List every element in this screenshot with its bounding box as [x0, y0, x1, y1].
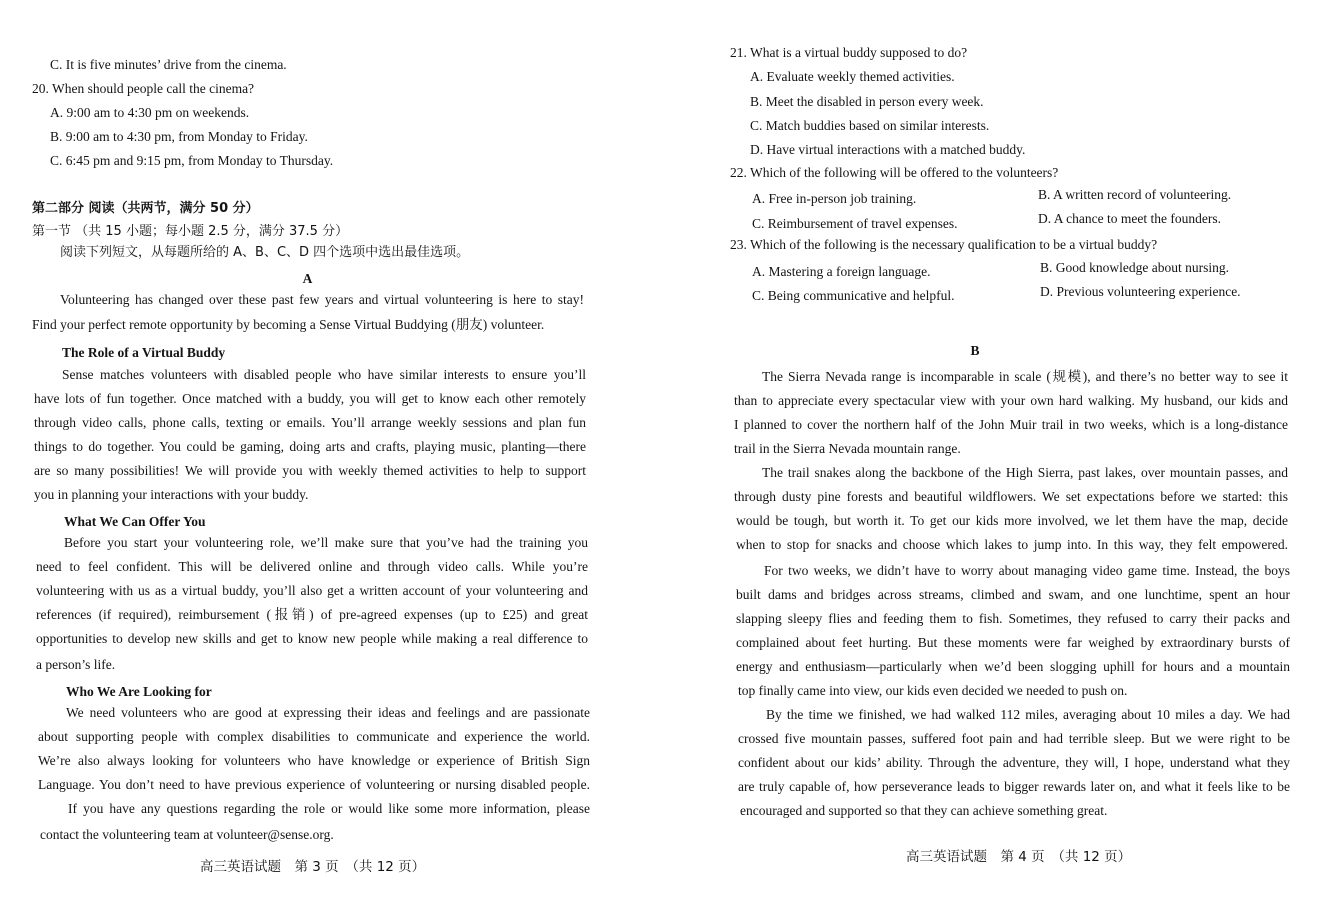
para1-line-3: I planned to cover the northern half of the John Muir trail in two weeks, which is a long-distance	[734, 417, 1288, 432]
q23-option-a: A. Mastering a foreign language.	[752, 264, 931, 279]
role-line-4: things to do together. You could be gaming, doing arts and crafts, playing music, planting—there	[34, 439, 586, 454]
q22-option-d: D. A chance to meet the founders.	[1038, 211, 1221, 226]
offer-line-6: a person’s life.	[36, 657, 116, 672]
para1-line-4: trail in the Sierra Nevada mountain range.	[734, 441, 961, 456]
para2-line-2: through dusty pine forests and beautiful wildflowers. We set expectations before we started: this	[734, 489, 1288, 504]
role-line-5: are so many possibilities! We will provide you with weekly themed activities to help to support	[34, 463, 586, 478]
para3-line-2: built dams and bridges across streams, climbed and swam, and one lunchtime, spent an hour	[736, 587, 1290, 602]
q20-question: 20. When should people call the cinema?	[32, 81, 255, 96]
q23-option-b: B. Good knowledge about nursing.	[1040, 260, 1229, 275]
q20-option-c: C. 6:45 pm and 9:15 pm, from Monday to Thursday.	[50, 153, 334, 168]
para2-line-1: The trail snakes along the backbone of the High Sierra, past lakes, over mountain passes, and	[762, 465, 1288, 480]
q21-question: 21. What is a virtual buddy supposed to do?	[730, 45, 968, 60]
q22-option-c: C. Reimbursement of travel expenses.	[752, 216, 958, 231]
offer-heading: What We Can Offer You	[64, 514, 206, 529]
role-line-6: you in planning your interactions with your buddy.	[34, 487, 309, 502]
q20-option-a: A. 9:00 am to 4:30 pm on weekends.	[50, 105, 250, 120]
offer-line-1: Before you start your volunteering role, we’ll make sure that you’ve had the training you	[64, 535, 588, 550]
para2-line-4: when to stop for snacks and choose which lakes to jump into. In this way, they felt empowered.	[736, 537, 1288, 552]
para4-line-2: crossed five mountain passes, suffered foot pain and had terrible sleep. But we were right to be	[738, 731, 1290, 746]
role-line-2: have lots of fun together. Once matched with a buddy, you will get to know each other remotely	[34, 391, 586, 406]
offer-line-5: opportunities to develop new skills and get to know new people while making a real difference to	[36, 631, 588, 646]
q20-option-b: B. 9:00 am to 4:30 pm, from Monday to Friday.	[50, 129, 308, 144]
q22-option-b: B. A written record of volunteering.	[1038, 187, 1232, 202]
q23-option-c: C. Being communicative and helpful.	[752, 288, 955, 303]
role-line-1: Sense matches volunteers with disabled people who have similar interests to ensure you’ll	[62, 367, 586, 382]
q21-option-c: C. Match buddies based on similar interests.	[750, 118, 990, 133]
q23-option-d: D. Previous volunteering experience.	[1040, 284, 1241, 299]
role-line-3: through video calls, phone calls, texting or emails. You’ll arrange weekly sessions and plan fun	[34, 415, 586, 430]
role-heading: The Role of a Virtual Buddy	[62, 345, 226, 360]
offer-line-4: references (if required), reimbursement (报销) of pre-agreed expenses (up to £25) and great	[36, 607, 588, 622]
q21-option-b: B. Meet the disabled in person every week.	[750, 94, 984, 109]
passage-label-b: B	[970, 343, 980, 358]
looking-line-5: If you have any questions regarding the role or would like some more information, please	[68, 801, 590, 816]
para3-line-5: energy and enthusiasm—particularly when we’d been slogging uphill for hours and a mountain	[736, 659, 1290, 674]
right-page	[660, 0, 1320, 900]
page-footer-right: 高三英语试题 第 4 页 （共 12 页）	[906, 849, 1132, 865]
para2-line-3: would be tough, but worth it. To get our kids more involved, we let them have the map, decide	[736, 513, 1288, 528]
looking-line-2: about supporting people with complex disabilities to communicate and experience the world.	[38, 729, 590, 744]
para4-line-5: encouraged and supported so that they can achieve something great.	[740, 803, 1108, 818]
part2-heading: 第二部分 阅读（共两节，满分 50 分）	[32, 201, 259, 216]
looking-line-3: We’re also always looking for volunteers who have knowledge or experience of British Sign	[38, 753, 590, 768]
para3-line-3: slapping sleepy flies and feeding them to fish. Sometimes, they refused to carry their packs and	[736, 611, 1290, 626]
q19-option-c: C. It is five minutes’ drive from the cinema.	[50, 57, 287, 72]
offer-line-2: need to feel confident. This will be delivered online and through video calls. While you’re	[36, 559, 588, 574]
section1-heading: 第一节 （共 15 小题；每小题 2.5 分，满分 37.5 分）	[32, 224, 349, 239]
q23-question: 23. Which of the following is the necessary qualification to be a virtual buddy?	[730, 237, 1158, 252]
page-footer-left: 高三英语试题 第 3 页 （共 12 页）	[200, 859, 426, 875]
q21-option-d: D. Have virtual interactions with a matched buddy.	[750, 142, 1026, 157]
instruction: 阅读下列短文，从每题所给的 A、B、C、D 四个选项中选出最佳选项。	[60, 245, 470, 260]
looking-line-1: We need volunteers who are good at expressing their ideas and feelings and are passionate	[66, 705, 590, 720]
para4-line-3: confident about our kids’ ability. Through the adventure, they will, I hope, understand what they	[738, 755, 1290, 770]
para4-line-4: are truly capable of, how perseverance leads to bigger rewards later on, and what it feels like to be	[738, 779, 1290, 794]
intro-line-2: Find your perfect remote opportunity by becoming a Sense Virtual Buddying (朋友) volunteer.	[32, 317, 545, 332]
q22-option-a: A. Free in-person job training.	[752, 191, 917, 206]
para3-line-4: complained about feet hurting. But these moments were far weighed by extraordinary bursts of	[736, 635, 1290, 650]
para3-line-6: top finally came into view, our kids even decided we needed to push on.	[738, 683, 1128, 698]
looking-heading: Who We Are Looking for	[66, 684, 212, 699]
intro-line-1: Volunteering has changed over these past few years and virtual volunteering is here to stay!	[60, 292, 584, 307]
looking-line-6: contact the volunteering team at volunteer@sense.org.	[40, 827, 334, 842]
q22-question: 22. Which of the following will be offered to the volunteers?	[730, 165, 1059, 180]
passage-label-a: A	[302, 271, 313, 286]
para3-line-1: For two weeks, we didn’t have to worry about managing video game time. Instead, the boys	[764, 563, 1290, 578]
para1-line-1: The Sierra Nevada range is incomparable in scale (规模), and there’s no better way to see it	[762, 369, 1288, 384]
para1-line-2: than to appreciate every spectacular view with your own hard walking. My husband, our kids and	[734, 393, 1288, 408]
offer-line-3: volunteering with us as a virtual buddy, you’ll also get a written account of your volunteering and	[36, 583, 588, 598]
looking-line-4: Language. You don’t need to have previous experience of volunteering or nursing disabled people.	[38, 777, 590, 792]
para4-line-1: By the time we finished, we had walked 112 miles, averaging about 10 miles a day. We had	[766, 707, 1290, 722]
q21-option-a: A. Evaluate weekly themed activities.	[750, 69, 955, 84]
